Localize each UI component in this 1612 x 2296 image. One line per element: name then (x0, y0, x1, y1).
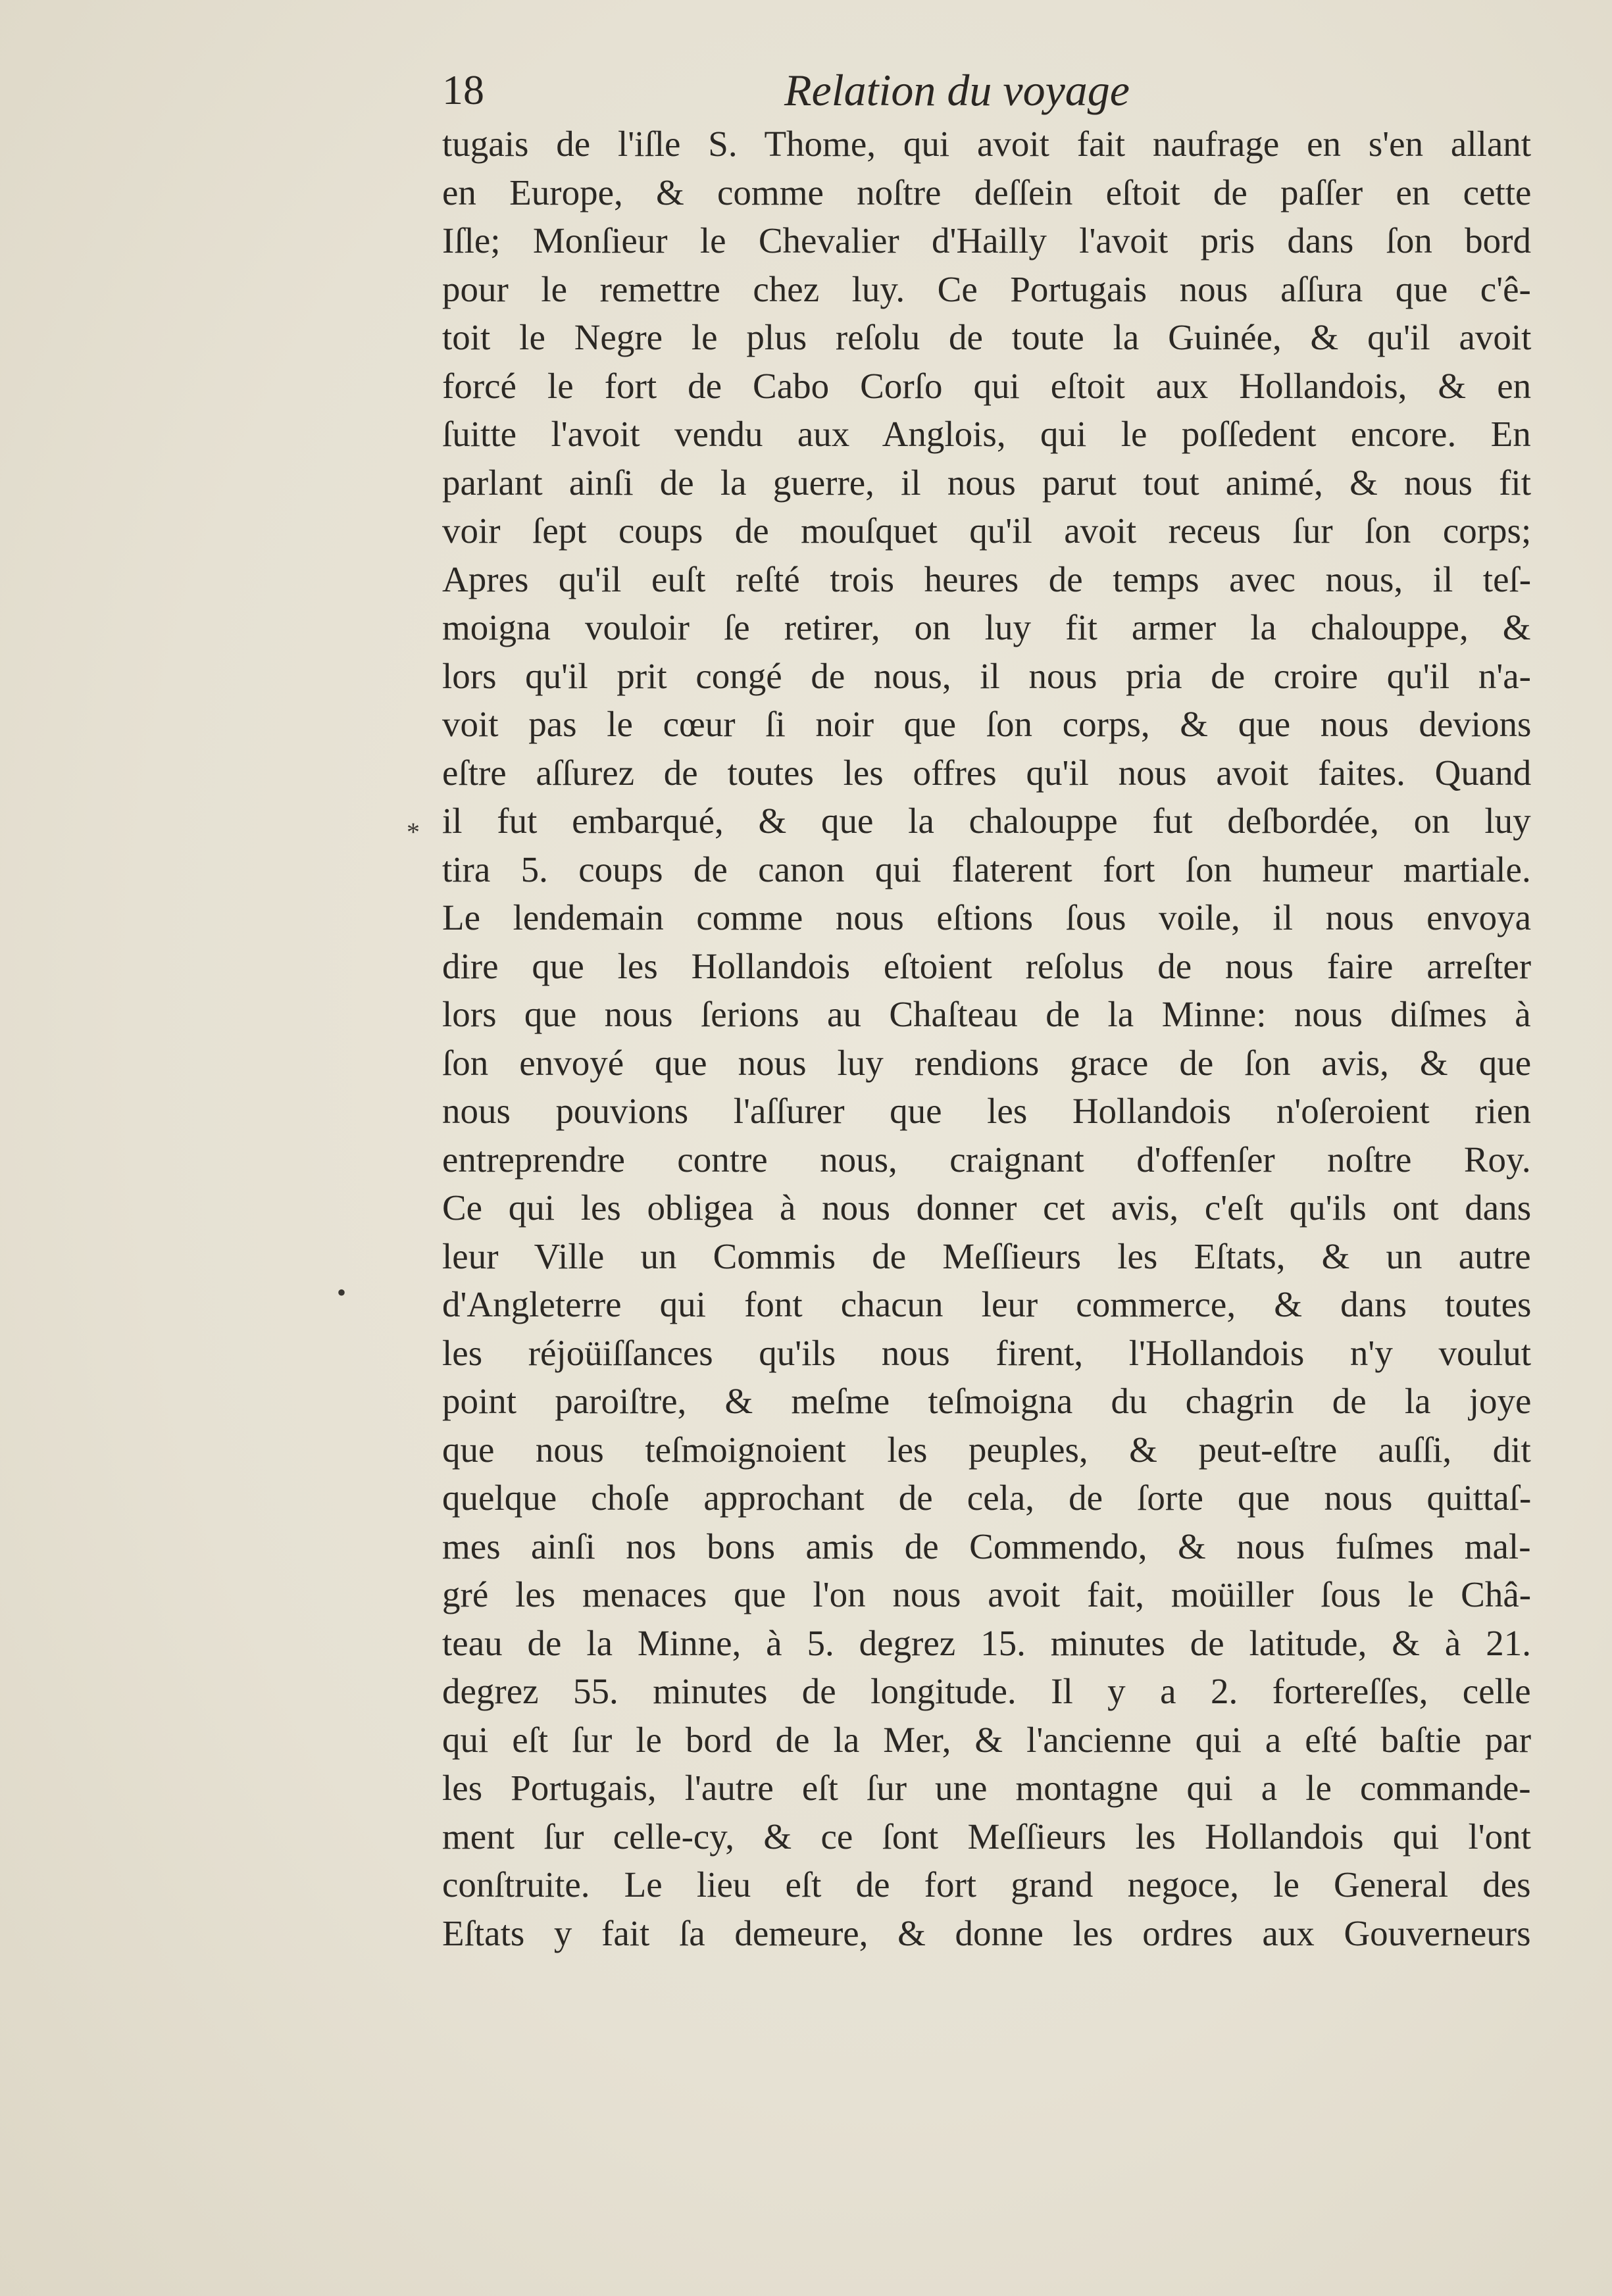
text-line: lors qu'il prit congé de nous, il nous pria de croire qu'il n'a- (442, 655, 1531, 696)
page-number: 18 (442, 66, 484, 113)
text-line: Iſle; Monſieur le Chevalier d'Hailly l'avoit pris dans ſon bord (442, 220, 1531, 261)
text-line: toit le Negre le plus reſolu de toute la Guinée, & qu'il avoit (442, 317, 1532, 357)
text-line: voir ſept coups de mouſquet qu'il avoit receus ſur ſon corps; (442, 511, 1532, 551)
text-line: d'Angleterre qui font chacun leur commerce, & dans toutes (442, 1284, 1532, 1324)
text-line: ſuitte l'avoit vendu aux Anglois, qui le poſſedent encore. En (442, 414, 1531, 454)
text-line: les Portugais, l'autre eſt ſur une montagne qui a le commande- (442, 1768, 1531, 1808)
text-line: en Europe, & comme noſtre deſſein eſtoit de paſſer en cette (442, 172, 1532, 212)
text-line: point paroiſtre, & meſme teſmoigna du chagrin de la joye (442, 1381, 1532, 1421)
text-line: gré les menaces que l'on nous avoit fait, moüiller ſous le Châ- (442, 1574, 1532, 1614)
body-text (442, 120, 1531, 1957)
text-line: Apres qu'il euſt reſté trois heures de temps avec nous, il teſ- (442, 559, 1532, 599)
text-line: parlant ainſi de la guerre, il nous parut tout animé, & nous fit (442, 462, 1531, 503)
margin-dot-mark: • (337, 1278, 347, 1307)
text-line: ſon envoyé que nous luy rendions grace de ſon avis, & que (442, 1042, 1532, 1083)
text-line: mes ainſi nos bons amis de Commendo, & nous fuſmes mal- (442, 1526, 1531, 1566)
text-line: Eſtats y fait ſa demeure, & donne les ordres aux Gouverneurs (442, 1912, 1531, 1953)
text-line: tira 5. coups de canon qui flaterent fort ſon humeur martiale. (442, 849, 1531, 889)
text-line: conſtruite. Le lieu eſt de fort grand negoce, le General des (442, 1864, 1531, 1905)
text-line: nous pouvions l'aſſurer que les Hollandois n'oſeroient rien (442, 1091, 1531, 1131)
running-head (442, 61, 1528, 120)
running-head-title: Relation du voyage (784, 65, 1130, 115)
text-line: ment ſur celle-cy, & ce ſont Meſſieurs les Hollandois qui l'ont (442, 1816, 1531, 1857)
text-line: tugais de l'iſle S. Thome, qui avoit fait naufrage en s'en allant (442, 124, 1532, 164)
text-line: dire que les Hollandois eſtoient reſolus de nous faire arreſter (442, 945, 1532, 986)
text-line: teau de la Minne, à 5. degrez 15. minutes de latitude, & à 21. (442, 1622, 1531, 1663)
text-line: que nous teſmoignoient les peuples, & peut-eſtre auſſi, dit (442, 1429, 1531, 1470)
text-line: lors que nous ſerions au Chaſteau de la Minne: nous diſmes à (442, 994, 1531, 1034)
text-line: moigna vouloir ſe retirer, on luy fit armer la chalouppe, & (442, 607, 1531, 647)
text-line: entreprendre contre nous, craignant d'offenſer noſtre Roy. (442, 1139, 1531, 1180)
text-line: pour le remettre chez luy. Ce Portugais nous aſſura que c'ê- (442, 268, 1531, 309)
text-line: forcé le fort de Cabo Corſo qui eſtoit aux Hollandois, & en (442, 365, 1532, 406)
text-line: quelque choſe approchant de cela, de ſorte que nous quittaſ- (442, 1478, 1532, 1518)
margin-asterisk-mark: * (407, 817, 420, 847)
text-line: Ce qui les obligea à nous donner cet avis, c'eſt qu'ils ont dans (442, 1187, 1532, 1228)
text-line: Le lendemain comme nous eſtions ſous voile, il nous envoya (442, 897, 1531, 937)
text-line: les réjoüiſſances qu'ils nous firent, l'Hollandois n'y voulut (442, 1332, 1532, 1373)
text-line: qui eſt ſur le bord de la Mer, & l'ancienne qui a eſté baſtie par (442, 1719, 1532, 1760)
text-line: voit pas le cœur ſi noir que ſon corps, & que nous devions (442, 704, 1532, 744)
text-line: degrez 55. minutes de longitude. Il y a 2. fortereſſes, celle (442, 1671, 1531, 1711)
text-line: eſtre aſſurez de toutes les offres qu'il nous avoit faites. Quand (442, 752, 1532, 793)
text-line: il fut embarqué, & que la chalouppe fut deſbordée, on luy (442, 801, 1531, 841)
text-line: leur Ville un Commis de Meſſieurs les Eſtats, & un autre (442, 1235, 1531, 1276)
